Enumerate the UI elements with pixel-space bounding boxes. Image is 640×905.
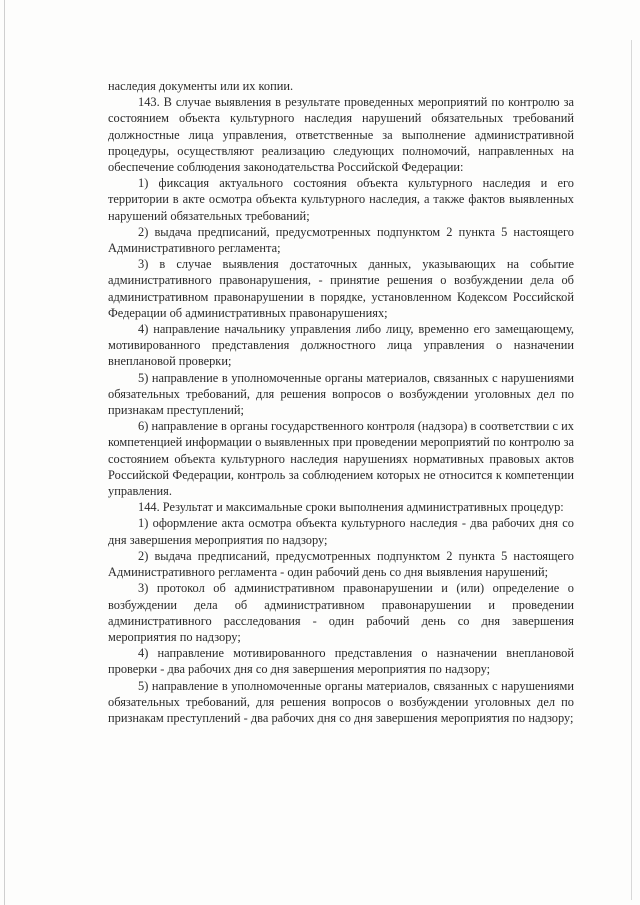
paragraph-143-item-5: 5) направление в уполномоченные органы материалов, связанных с нарушениями обязательных требований, для решения вопросов о возбуждении уголовных дел по признакам преступлений; [108, 370, 574, 418]
paragraph-143: 143. В случае выявления в результате проведенных мероприятий по контролю за состоянием объекта культурного наследия нарушений обязательных требований должностные лица управления, ответственные за выполнение административной процедуры, осуществляют реализацию следующих полномочий, направленных на обеспечение соблюдения законодательства Российской Федерации: [108, 95, 574, 175]
paragraph-144-item-2: 2) выдача предписаний, предусмотренных подпунктом 2 пункта 5 настоящего Административного регламента - один рабочий день со дня выявления нарушений; [108, 548, 574, 580]
paragraph-143-item-2: 2) выдача предписаний, предусмотренных подпунктом 2 пункта 5 настоящего Административного регламента; [108, 224, 574, 256]
paragraph-143-item-1: 1) фиксация актуального состояния объекта культурного наследия и его территории в акте осмотра объекта культурного наследия, а также фактов выявленных нарушений обязательных требований; [108, 176, 574, 223]
paragraph-144-item-4: 4) направление мотивированного представления о назначении внеплановой проверки - два рабочих дня со дня завершения мероприятия по надзору; [108, 646, 574, 677]
paragraph-144-item-1: 1) оформление акта осмотра объекта культурного наследия - два рабочих дня со дня завершения мероприятия по надзору; [108, 516, 574, 547]
paragraph-143-item-4: 4) направление начальнику управления либо лицу, временно его замещающему, мотивированного представления должностного лица управления о назначении внеплановой проверки; [108, 322, 574, 369]
scan-left-edge [4, 0, 5, 905]
paragraph-143-item-3: 3) в случае выявления достаточных данных, указывающих на событие административного правонарушения, - принятие решения о возбуждении дела об административном правонарушении в порядке, установленном Кодексом Российской Федерации об административных правонарушениях; [108, 257, 574, 320]
paragraph-144-item-3: 3) протокол об административном правонарушении и (или) определение о возбуждении дела об административном правонарушении и проведении административного расследования - один рабочий день со дня завершения мероприятия по надзору; [108, 581, 574, 644]
paragraph-144-item-5: 5) направление в уполномоченные органы материалов, связанных с нарушениями обязательных требований, для решения вопросов о возбуждении уголовных дел по признакам преступлений - два рабочих дня со дня завершения мероприятия по надзору; [108, 678, 574, 725]
paragraph-143-item-6: 6) направление в органы государственного контроля (надзора) в соответствии с их компетенцией информации о выявленных при проведении мероприятий по контролю за состоянием объекта культурного наследия нарушениях нормативных правовых актов Российской Федерации, контроль за соблюдением которых не относится к компетенции управления. [108, 419, 574, 499]
paragraph-144: 144. Результат и максимальные сроки выполнения административных процедур: [138, 500, 564, 515]
document-body [108, 78, 574, 726]
paragraph-continuation: наследия документы или их копии. [108, 79, 294, 93]
scan-right-edge [631, 40, 632, 900]
